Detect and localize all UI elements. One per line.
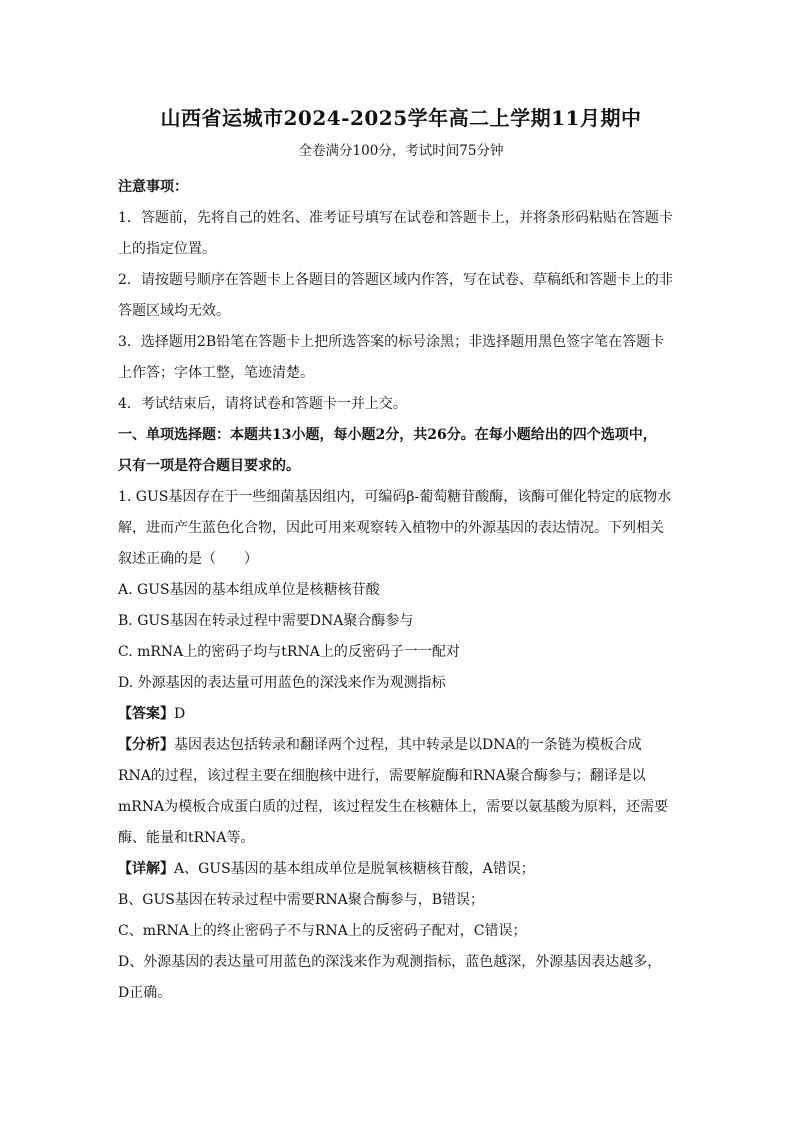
- answer-row: [118, 699, 684, 730]
- analysis-block: [118, 730, 684, 854]
- exam-title: 山西省运城市2024-2025学年高二上学期11月期中: [160, 106, 642, 130]
- analysis-line: [118, 730, 684, 761]
- notice-line: 上作答；字体工整，笔迹清楚。: [118, 365, 314, 381]
- stem-line: 叙述正确的是（ ）: [118, 551, 258, 567]
- analysis-line: 酶、能量和tRNA等。: [118, 830, 255, 846]
- stem-line: 1. GUS基因存在于一些细菌基因组内，可编码β-葡萄糖苷酸酶，该酶可催化特定的底物水: [118, 489, 672, 505]
- section-heading: 只有一项是符合题目要求的。: [118, 458, 300, 474]
- exam-subtitle: 全卷满分100分，考试时间75分钟: [298, 143, 504, 159]
- detail-text: A、GUS基因的基本组成单位是脱氧核糖核苷酸，A错误；: [174, 861, 535, 877]
- detail-block: [118, 854, 684, 1009]
- detail-line: [118, 854, 684, 885]
- notice-line: 2．请按题号顺序在答题卡上各题目的答题区域内作答，写在试卷、草稿纸和答题卡上的非: [118, 272, 673, 288]
- answer-value: D: [174, 706, 186, 722]
- detail-label: 【详解】: [118, 861, 174, 877]
- option-a: A. GUS基因的基本组成单位是核糖核苷酸: [118, 582, 380, 598]
- option-b: B. GUS基因在转录过程中需要DNA聚合酶参与: [118, 613, 414, 629]
- notice-line: 3．选择题用2B铅笔在答题卡上把所选答案的标号涂黑；非选择题用黑色签字笔在答题卡: [118, 334, 665, 350]
- question-stem: [118, 482, 684, 575]
- analysis-text: 基因表达包括转录和翻译两个过程，其中转录是以DNA的一条链为模板合成: [174, 737, 642, 753]
- option-c: C. mRNA上的密码子均与tRNA上的反密码子一一配对: [118, 644, 460, 660]
- option-d: D. 外源基因的表达量可用蓝色的深浅来作为观测指标: [118, 675, 446, 691]
- detail-line: D正确。: [118, 985, 172, 1001]
- analysis-line: RNA的过程，该过程主要在细胞核中进行，需要解旋酶和RNA聚合酶参与；翻译是以: [118, 768, 646, 784]
- stem-line: 解，进而产生蓝色化合物，因此可用来观察转入植物中的外源基因的表达情况。下列相关: [118, 520, 664, 536]
- detail-line: B、GUS基因在转录过程中需要RNA聚合酶参与，B错误；: [118, 892, 485, 908]
- answer-label: 【答案】: [118, 706, 174, 722]
- question-options: [118, 575, 684, 699]
- notice-list: [118, 203, 684, 420]
- notice-heading: 注意事项：: [118, 179, 188, 195]
- notice-line: 4．考试结束后，请将试卷和答题卡一并上交。: [118, 396, 407, 412]
- detail-line: D、外源基因的表达量可用蓝色的深浅来作为观测指标，蓝色越深，外源基因表达越多，: [118, 954, 662, 970]
- notice-line: 答题区域均无效。: [118, 303, 230, 319]
- analysis-label: 【分析】: [118, 737, 174, 753]
- section-heading: 一、单项选择题：本题共13小题，每小题2分，共26分。在每小题给出的四个选项中，: [118, 427, 657, 443]
- notice-line: 1．答题前，先将自己的姓名、准考证号填写在试卷和答题卡上，并将条形码粘贴在答题卡: [118, 210, 673, 226]
- analysis-line: mRNA为模板合成蛋白质的过程，该过程发生在核糖体上，需要以氨基酸为原料，还需要: [118, 799, 669, 815]
- notice-line: 上的指定位置。: [118, 241, 216, 257]
- detail-line: C、mRNA上的终止密码子不与RNA上的反密码子配对，C错误；: [118, 923, 527, 939]
